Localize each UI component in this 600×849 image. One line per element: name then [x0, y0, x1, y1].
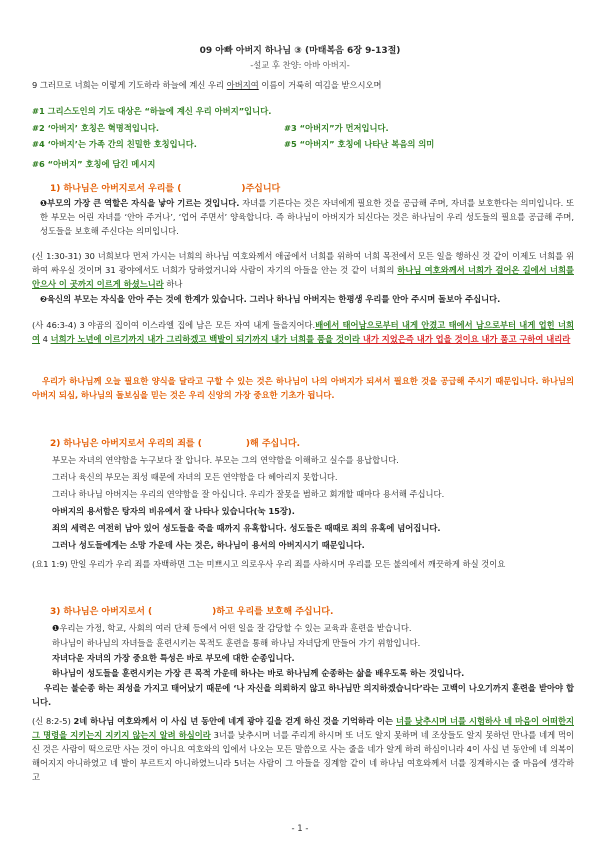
verse-9: 9 그러므로 너희는 이렇게 기도하라 하늘에 계신 우리 아버지여 이름이 거룩히 여김을 받으시오며 [32, 80, 382, 90]
section-2-line-4: 아버지의 용서함은 탕자의 비유에서 잘 나타나 있습니다(눅 15장). [52, 506, 295, 516]
point-2: #2 ‘아버지’ 호칭은 혁명적입니다. [32, 123, 160, 133]
section-1-conclusion: 우리가 하나님께 오늘 필요한 양식을 달라고 구할 수 있는 것은 하나님이 나의 아버지가 되셔서 필요한 것을 공급해 주시기 때문입니다. 하나님의 아버지 되심, 하나님의 돌보심을 믿는 것은 우리 신앙의 가장 중요한 기초가 됩니다. [32, 376, 574, 400]
isaiah-46-3-4: (사 46:3-4) 3 야곱의 집이여 이스라엘 집에 남은 모든 자여 내게 들을지어다.배에서 태어남으로부터 내게 안겼고 태에서 남으로부터 내게 업힌 너희여 4 너희가 노년에 이르기까지 내가 그리하겠고 백발이 되기까지 내가 너희를 품을 것이라 내가 지었은즉 내가 업을 것이요 내가 품고 구하여 내리라 [32, 320, 574, 344]
section-1-point-2: ❷육신의 부모는 자식을 안아 주는 것에 한계가 있습니다. 그러나 하나님 아버지는 한평생 우리를 안아 주시며 돌보아 주십니다. [40, 294, 501, 304]
section-1-heading: 1) 하나님은 아버지로서 우리를 ( )주십니다 [50, 184, 281, 194]
points-row-2 [32, 121, 574, 135]
page-number: - 1 - [291, 824, 309, 834]
section-3-line-2: 하나님이 하나님의 자녀들을 훈련시키는 목적도 훈련을 통해 하나님 자녀답게 만들어 가기 위함입니다. [52, 638, 421, 648]
section-2-heading: 2) 하나님은 아버지로서 우리의 죄를 ( )해 주십니다. [50, 439, 301, 449]
section-2-line-1: 부모는 자녀의 연약함을 누구보다 잘 압니다. 부모는 그의 연약함을 이해하고 실수를 용납합니다. [52, 455, 399, 465]
point-3: #3 “아버지”가 먼저입니다. [284, 123, 389, 133]
document-title: 09 아빠 아버지 하나님 ③ (마태복음 6장 9-13절) [199, 46, 401, 56]
point-6: #6 “아버지” 호칭에 담긴 메시지 [32, 159, 156, 169]
section-3-line-3: 자녀다운 자녀의 가장 중요한 특성은 바로 부모에 대한 순종입니다. [52, 653, 295, 663]
1-john-1-9: (요1 1:9) 만일 우리가 우리 죄를 자백하면 그는 미쁘시고 의로우사 우리 죄를 사하시며 우리를 모든 불의에서 깨끗하게 하실 것이요 [32, 559, 506, 569]
point-4: #4 ‘아버지’는 가족 간의 친밀한 호칭입니다. [32, 139, 197, 149]
document-subtitle: -설교 후 찬양: 아바 아버지- [250, 60, 350, 70]
section-3-heading: 3) 하나님은 아버지로서 ( )하고 우리를 보호해 주십니다. [50, 607, 334, 617]
point-5: #5 “아버지” 호칭에 나타난 복음의 의미 [284, 139, 435, 149]
section-2-line-3: 그러나 하나님 아버지는 우리의 연약함을 잘 아십니다. 우리가 잘못을 범하고 회개할 때마다 용서해 주십니다. [52, 489, 445, 499]
section-3-line-1: ❶우리는 가정, 학교, 사회의 여러 단체 등에서 어떤 일을 잘 감당할 수 있는 교육과 훈련을 받습니다. [52, 623, 412, 633]
points-row-3 [32, 137, 574, 151]
section-3-line-5: 우리는 불순종 하는 죄성을 가지고 태어났기 때문에 ‘나 자신을 의뢰하지 않고 하나님만 의지하겠습니다’라는 고백이 나오기까지 훈련을 받아야 합니다. [32, 683, 574, 707]
section-2-line-5: 죄의 세력은 여전히 남아 있어 성도들을 죽을 때까지 유혹합니다. 성도들은 때때로 죄의 유혹에 넘어집니다. [52, 523, 441, 533]
verse-9-highlight: 아버지여 [226, 80, 259, 90]
point-1: #1 그리스도인의 기도 대상은 “하늘에 계신 우리 아버지”입니다. [32, 106, 272, 116]
section-2-line-6: 그러나 성도들에게는 소망 가운데 사는 것은, 하나님이 용서의 아버지시기 때문입니다. [52, 540, 365, 550]
section-3-line-4: 하나님이 성도들을 훈련시키는 가장 큰 목적 가운데 하나는 바로 하나님께 순종하는 삶을 배우도록 하는 것입니다. [52, 668, 465, 678]
section-2-line-2: 그러나 육신의 부모는 죄성 때문에 자녀의 모든 연약함을 다 헤아리지 못합니다. [52, 472, 338, 482]
section-3-body [32, 621, 574, 709]
deut-1-30-31: (신 1:30-31) 30 너희보다 먼저 가시는 너희의 하나님 여호와께서 애굽에서 너희를 위하여 너희 목전에서 모든 일을 행하신 것 같이 이제도 너희를 위하여 싸우실 것이며 31 광야에서도 너희가 당하였거니와 사람이 자기의 아들을 안는 것 같이 너희의 하나님 여호와께서 너희가 걸어온 길에서 너희를 안으사 이 곳까지 이르게 하셨느니라 하나 [32, 251, 574, 289]
section-1-point-1: ❶부모의 가장 큰 역할은 자식을 낳아 기르는 것입니다. 자녀를 기른다는 것은 자녀에게 필요한 것을 공급해 주며, 자녀를 보호한다는 의미입니다. 또한 부모는 어린 자녀를 ‘안아 주거나’, ‘업어 주면서’ 양육합니다. 즉 하나님이 아버지가 되신다는 것은 하나님이 우리 성도들의 필요를 공급해 주며, 성도들을 보호해 주신다는 의미입니다. [40, 198, 574, 236]
section-2-body [52, 453, 574, 552]
deut-8-2-5: (신 8:2-5) 2네 하나님 여호와께서 이 사십 년 동안에 네게 광야 길을 걷게 하신 것을 기억하라 이는 너를 낮추시며 너를 시험하사 네 마음이 어떠한지 그 명령을 지키는지 지키지 않는지 알려 하심이라 3너를 낮추시며 너를 주리게 하시며 또 너도 알지 못하며 네 조상들도 알지 못하던 만나를 네게 먹이신 것은 사람이 떡으로만 사는 것이 아니요 여호와의 입에서 나오는 모든 말씀으로 사는 줄을 네가 알게 하려 하심이니라 4이 사십 년 동안에 네 의복이 해어지지 아니하였고 네 발이 부르트지 아니하였느니라 5너는 사람이 그 아들을 징계함 같이 네 하나님 여호와께서 너를 징계하시는 줄 마음에 생각하고 [32, 716, 574, 782]
